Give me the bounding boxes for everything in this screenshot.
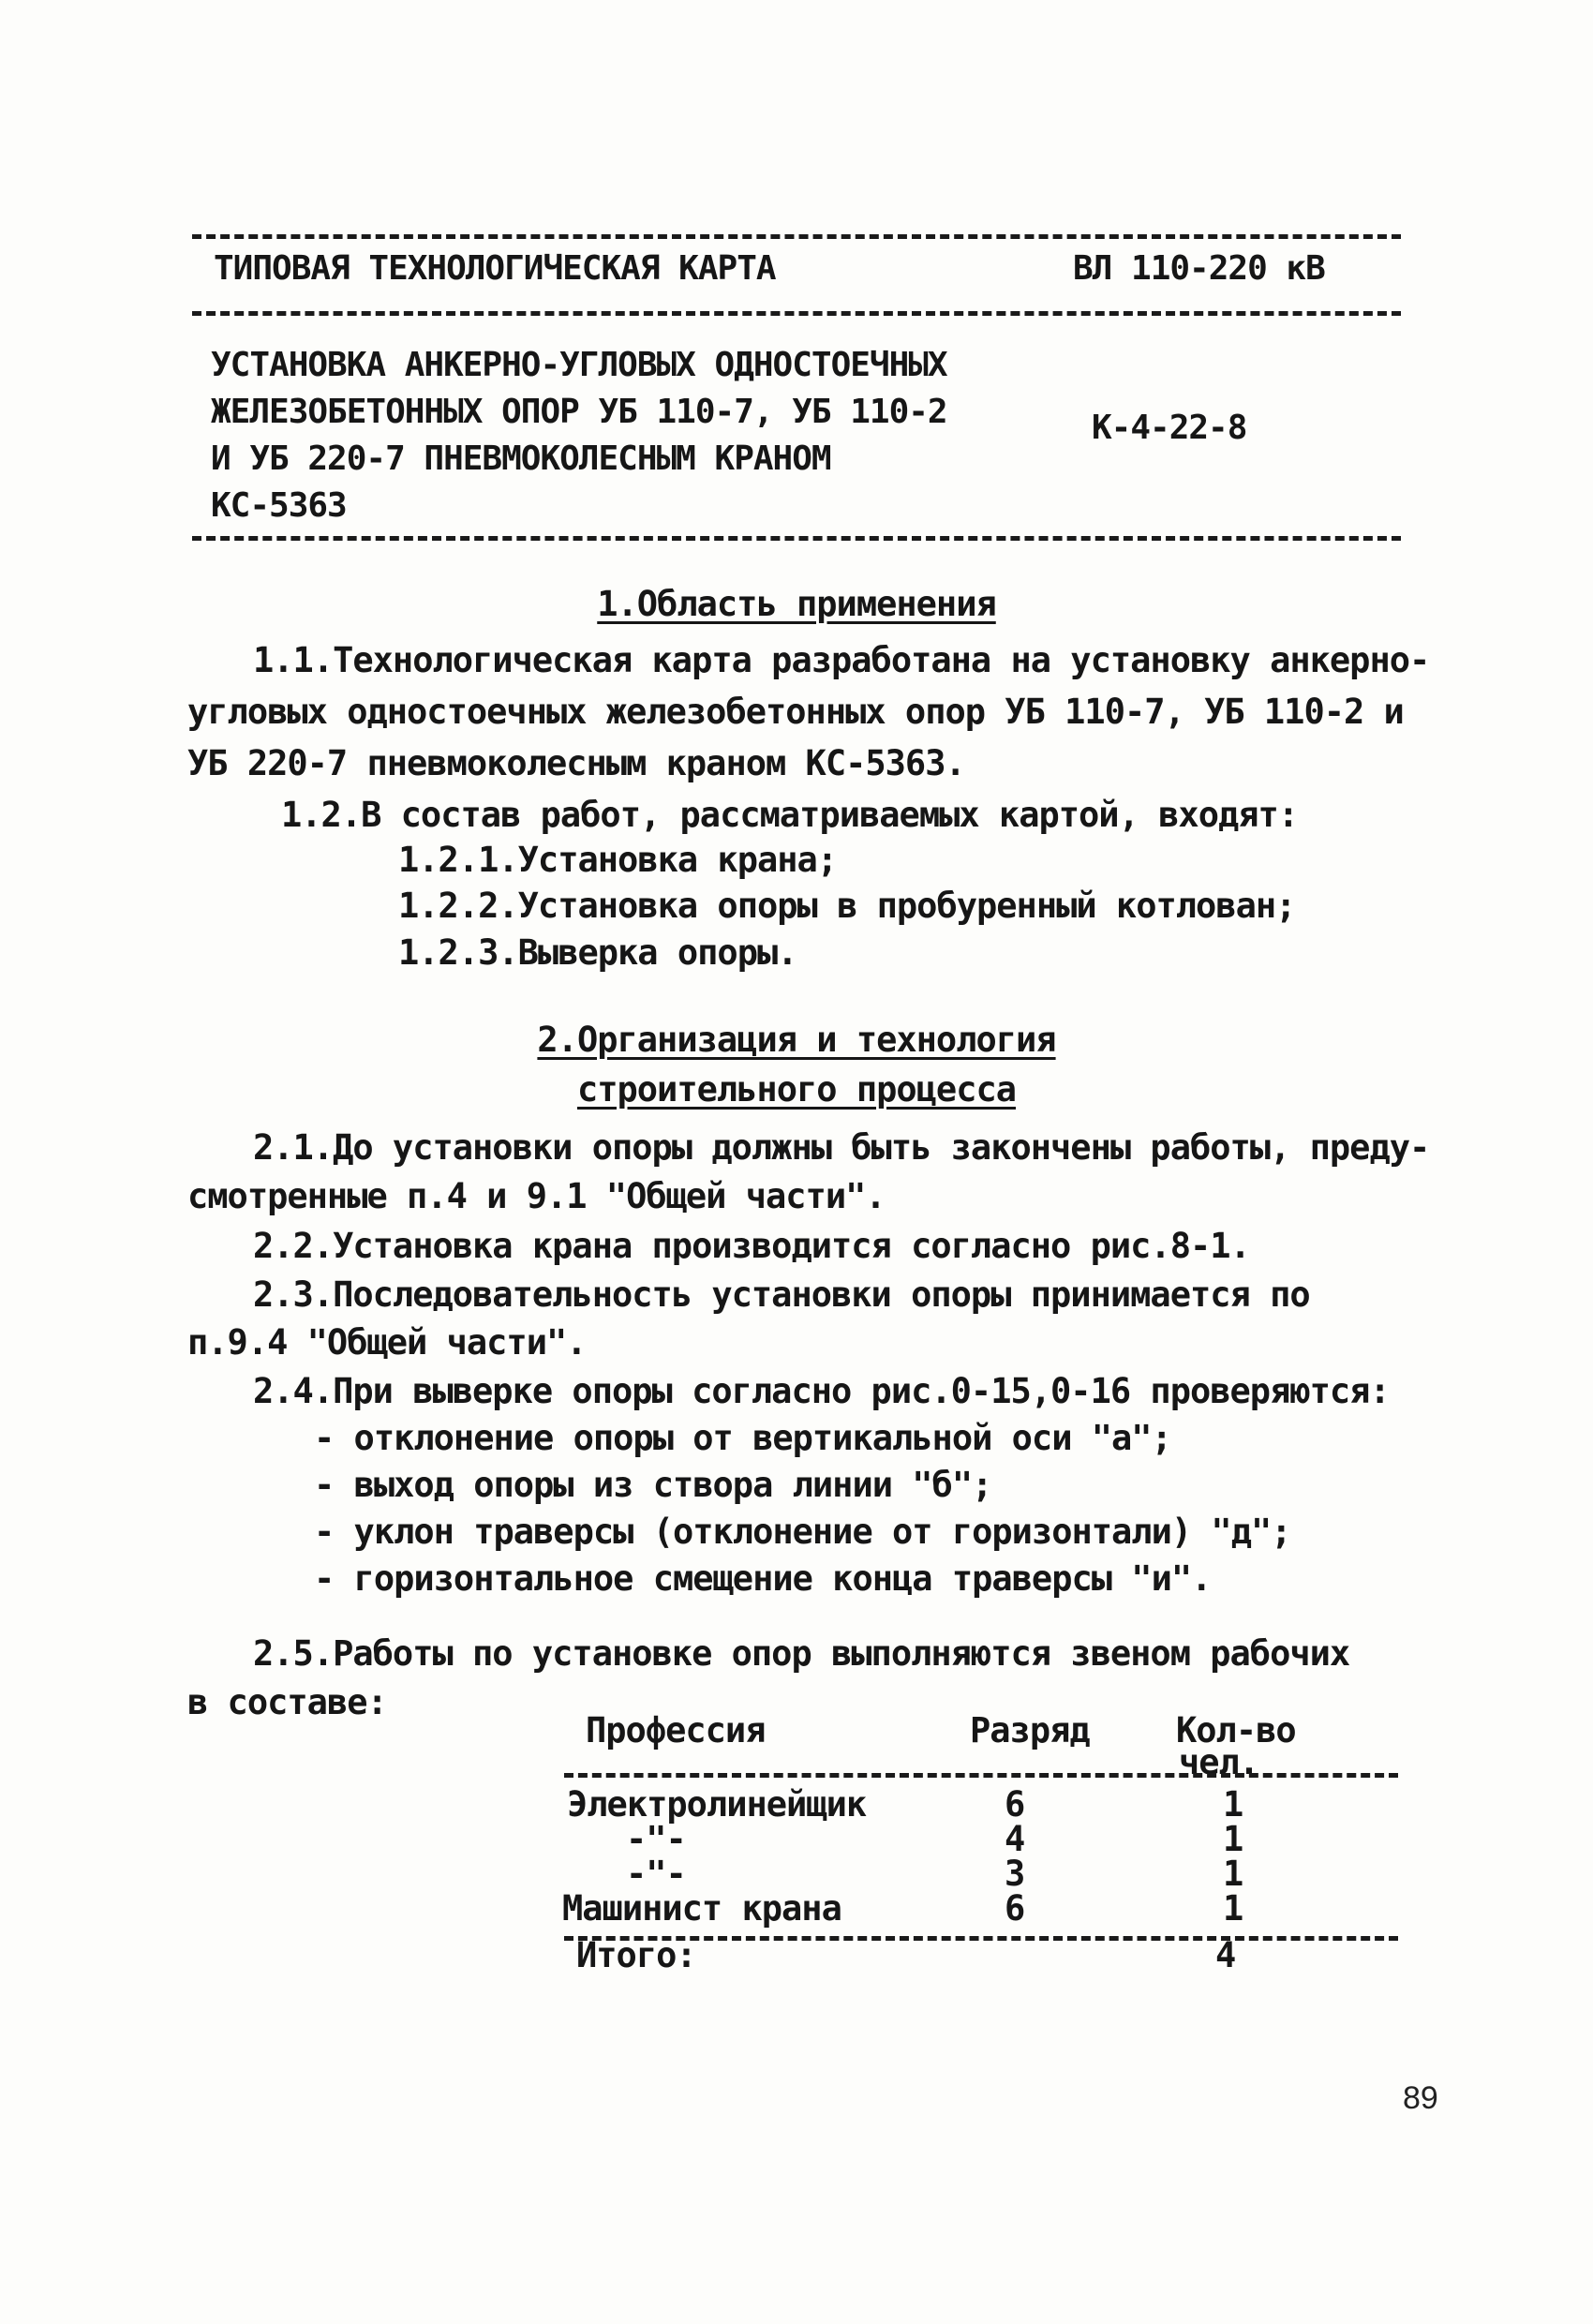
section1-p1-line2: угловых одностоечных железобетонных опор УБ 110-7, УБ 110-2 и <box>187 692 1404 732</box>
doc-code: К-4-22-8 <box>1092 409 1247 447</box>
crew-row-3-grade: 3 <box>1005 1854 1025 1894</box>
section2-heading-line2-text: строительного процесса <box>576 1069 1017 1110</box>
section2-heading-line2 <box>0 1066 1593 1113</box>
title-line-3: И УБ 220-7 ПНЕВМОКОЛЕСНЫМ КРАНОМ <box>211 439 831 478</box>
section2-check-2: - выход опоры из створа линии "б"; <box>314 1465 992 1505</box>
section1-item-3: 1.2.3.Выверка опоры. <box>398 932 797 973</box>
crew-header-count: Кол-во <box>1176 1710 1296 1750</box>
section2-heading-line1-text: 2.Организация и технология <box>537 1020 1056 1060</box>
crew-row-1-profession: Электролинейщик <box>567 1784 867 1825</box>
title-line-2: ЖЕЛЕЗОБЕТОННЫХ ОПОР УБ 110-7, УБ 110-2 <box>211 393 947 431</box>
section2-heading-line1 <box>0 1017 1593 1064</box>
header-rule-top <box>192 234 1401 239</box>
section2-check-1: - отклонение опоры от вертикальной оси "а"; <box>314 1418 1171 1458</box>
crew-row-4-profession: Машинист крана <box>562 1888 841 1929</box>
section2-p1-line2: смотренные п.4 и 9.1 "Общей части". <box>187 1176 886 1216</box>
crew-table-rule-top <box>564 1773 1398 1778</box>
crew-row-2-grade: 4 <box>1005 1819 1025 1859</box>
crew-row-1-count: 1 <box>1223 1784 1243 1825</box>
section2-p1-line1: 2.1.До установки опоры должны быть закончены работы, преду- <box>253 1127 1430 1168</box>
section1-p2: 1.2.В состав работ, рассматриваемых картой, входят: <box>281 795 1299 835</box>
section2-p3-line1: 2.3.Последовательность установки опоры принимается по <box>253 1274 1310 1315</box>
section2-p4: 2.4.При выверке опоры согласно рис.0-15,0-16 проверяются: <box>253 1371 1390 1411</box>
section1-heading <box>0 581 1593 628</box>
section2-p3-line2: п.9.4 "Общей части". <box>187 1322 587 1363</box>
section2-p5-line1: 2.5.Работы по установке опор выполняются звеном рабочих <box>253 1633 1350 1674</box>
title-line-4: КС-5363 <box>211 486 347 525</box>
crew-total-value: 4 <box>1215 1935 1236 1975</box>
crew-row-2-profession: -"- <box>626 1819 686 1859</box>
crew-row-4-count: 1 <box>1223 1888 1243 1929</box>
header-rule-bottom <box>192 536 1401 541</box>
section1-p1-line1: 1.1.Технологическая карта разработана на установку анкерно- <box>253 640 1430 680</box>
crew-header-profession: Профессия <box>586 1710 766 1750</box>
section1-p1-line3: УБ 220-7 пневмоколесным краном КС-5363. <box>187 743 965 783</box>
header-left: ТИПОВАЯ ТЕХНОЛОГИЧЕСКАЯ КАРТА <box>214 249 776 288</box>
crew-header-count-unit: чел. <box>1179 1742 1259 1782</box>
header-right: ВЛ 110-220 кВ <box>1073 249 1325 288</box>
crew-row-3-profession: -"- <box>626 1854 686 1894</box>
page-number: 89 <box>1403 2080 1438 2116</box>
section2-p2: 2.2.Установка крана производится согласно рис.8-1. <box>253 1226 1250 1266</box>
crew-header-grade: Разряд <box>970 1710 1090 1750</box>
section1-heading-text: 1.Область применения <box>597 584 996 624</box>
crew-row-2-count: 1 <box>1223 1819 1243 1859</box>
section1-item-2: 1.2.2.Установка опоры в пробуренный котлован; <box>398 886 1296 926</box>
crew-total-label: Итого: <box>576 1935 696 1975</box>
crew-row-4-grade: 6 <box>1005 1888 1025 1929</box>
section1-item-1: 1.2.1.Установка крана; <box>398 840 838 880</box>
crew-row-3-count: 1 <box>1223 1854 1243 1894</box>
crew-row-1-grade: 6 <box>1005 1784 1025 1825</box>
section2-p5-line2: в составе: <box>187 1682 387 1722</box>
section2-check-3: - уклон траверсы (отклонение от горизонтали) "д"; <box>314 1512 1291 1552</box>
section2-check-4: - горизонтальное смещение конца траверсы "и". <box>314 1558 1212 1599</box>
header-rule-middle <box>192 311 1401 316</box>
title-line-1: УСТАНОВКА АНКЕРНО-УГЛОВЫХ ОДНОСТОЕЧНЫХ <box>211 346 947 384</box>
